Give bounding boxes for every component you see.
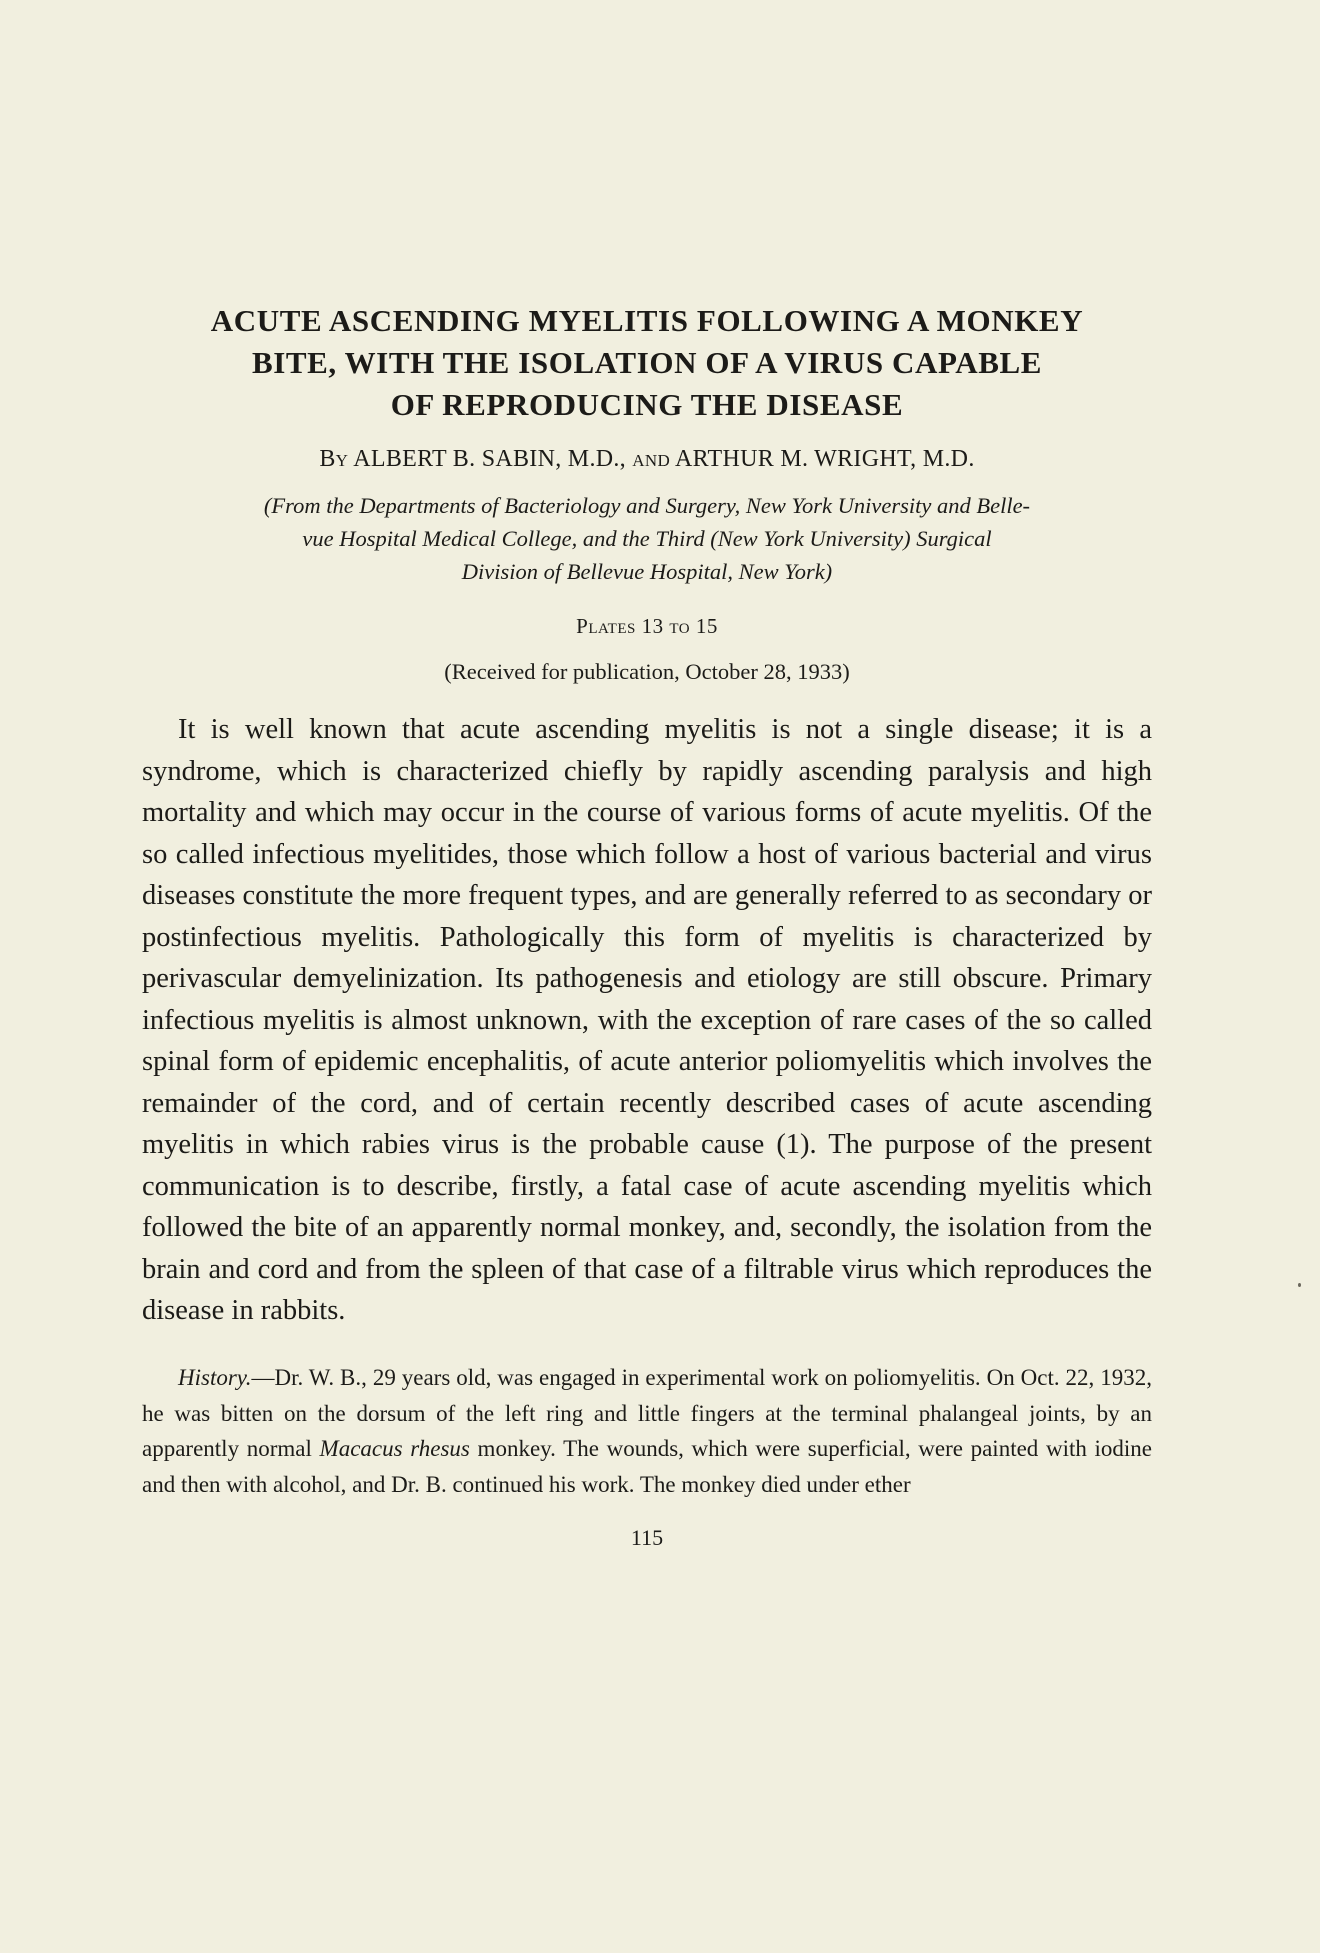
intro-paragraph: It is well known that acute ascending myelitis is not a single disease; it is a syndrome, which is characterized chiefly by rapidly ascending paralysis and high mortality and which may occur in the course of various forms of acute myelitis. Of the so called infectious myelitides, those which follow a host of various bacterial and virus diseases constitute the more frequent types, and are generally referred to as secondary or postinfectious myelitis. Pathologically this form of myelitis is characterized by perivascular demyelinization. Its pathogenesis and etiology are still obscure. Primary infectious myelitis is almost unknown, with the exception of rare cases of the so called spinal form of epidemic encephalitis, of acute anterior poliomyelitis which involves the remainder of the cord, and of certain recently described cases of acute ascending myelitis in which rabies virus is the probable cause (1). The purpose of the present communication is to describe, firstly, a fatal case of acute ascending myelitis which followed the bite of an apparently normal monkey, and, secondly, the isolation from the brain and cord and from the spleen of that case of a filtrable virus which reproduces the disease in rabbits. — [142, 714, 1152, 1326]
author-name: ALBERT B. SABIN, M.D., — [353, 446, 626, 472]
affiliation-line: Division of Bellevue Hospital, New York) — [461, 559, 833, 584]
article-title — [142, 300, 1152, 426]
species-name: Macacus rhesus — [319, 1436, 470, 1461]
affiliation-line: vue Hospital Medical College, and the Third (New York University) Surgical — [302, 526, 992, 551]
author-byline — [142, 446, 1152, 473]
title-line: OF REPRODUCING THE DISEASE — [390, 387, 904, 422]
affiliation — [158, 489, 1136, 588]
plates-to: to — [669, 614, 691, 638]
article-page — [142, 300, 1152, 1551]
affiliation-line: (From the Departments of Bacteriology and Surgery, New York University and Belle- — [263, 493, 1031, 518]
plates-start: 13 — [641, 614, 664, 638]
plates-word: Plates — [576, 614, 636, 638]
history-label: History. — [178, 1365, 252, 1390]
byline-and: and — [632, 446, 671, 472]
plates-end: 15 — [695, 614, 718, 638]
title-line: BITE, WITH THE ISOLATION OF A VIRUS CAPABLE — [251, 345, 1043, 380]
plates-note — [142, 614, 1152, 639]
page-number: 115 — [630, 1525, 664, 1550]
history-text-cont: monkey. The wounds, which were superficial, were painted with iodine and then with alcohol, and Dr. B. continued his work. The monkey died under ether — [142, 1436, 1153, 1497]
byline-by: By — [319, 446, 349, 472]
history-paragraph — [142, 1360, 1152, 1502]
title-line: ACUTE ASCENDING MYELITIS FOLLOWING A MONKEY — [210, 303, 1084, 338]
paper-speck — [1298, 1283, 1301, 1287]
history-text: —Dr. W. B., 29 years old, was engaged in experimental work on poliomyelitis. On Oct. 22, 1932, he was bitten on the dorsum of the left ring and little fingers at the terminal phalangeal joints, by an apparently normal — [142, 1365, 1152, 1461]
received-date: (Received for publication, October 28, 1933) — [444, 659, 850, 684]
author-name: ARTHUR M. WRIGHT, M.D. — [675, 446, 975, 472]
